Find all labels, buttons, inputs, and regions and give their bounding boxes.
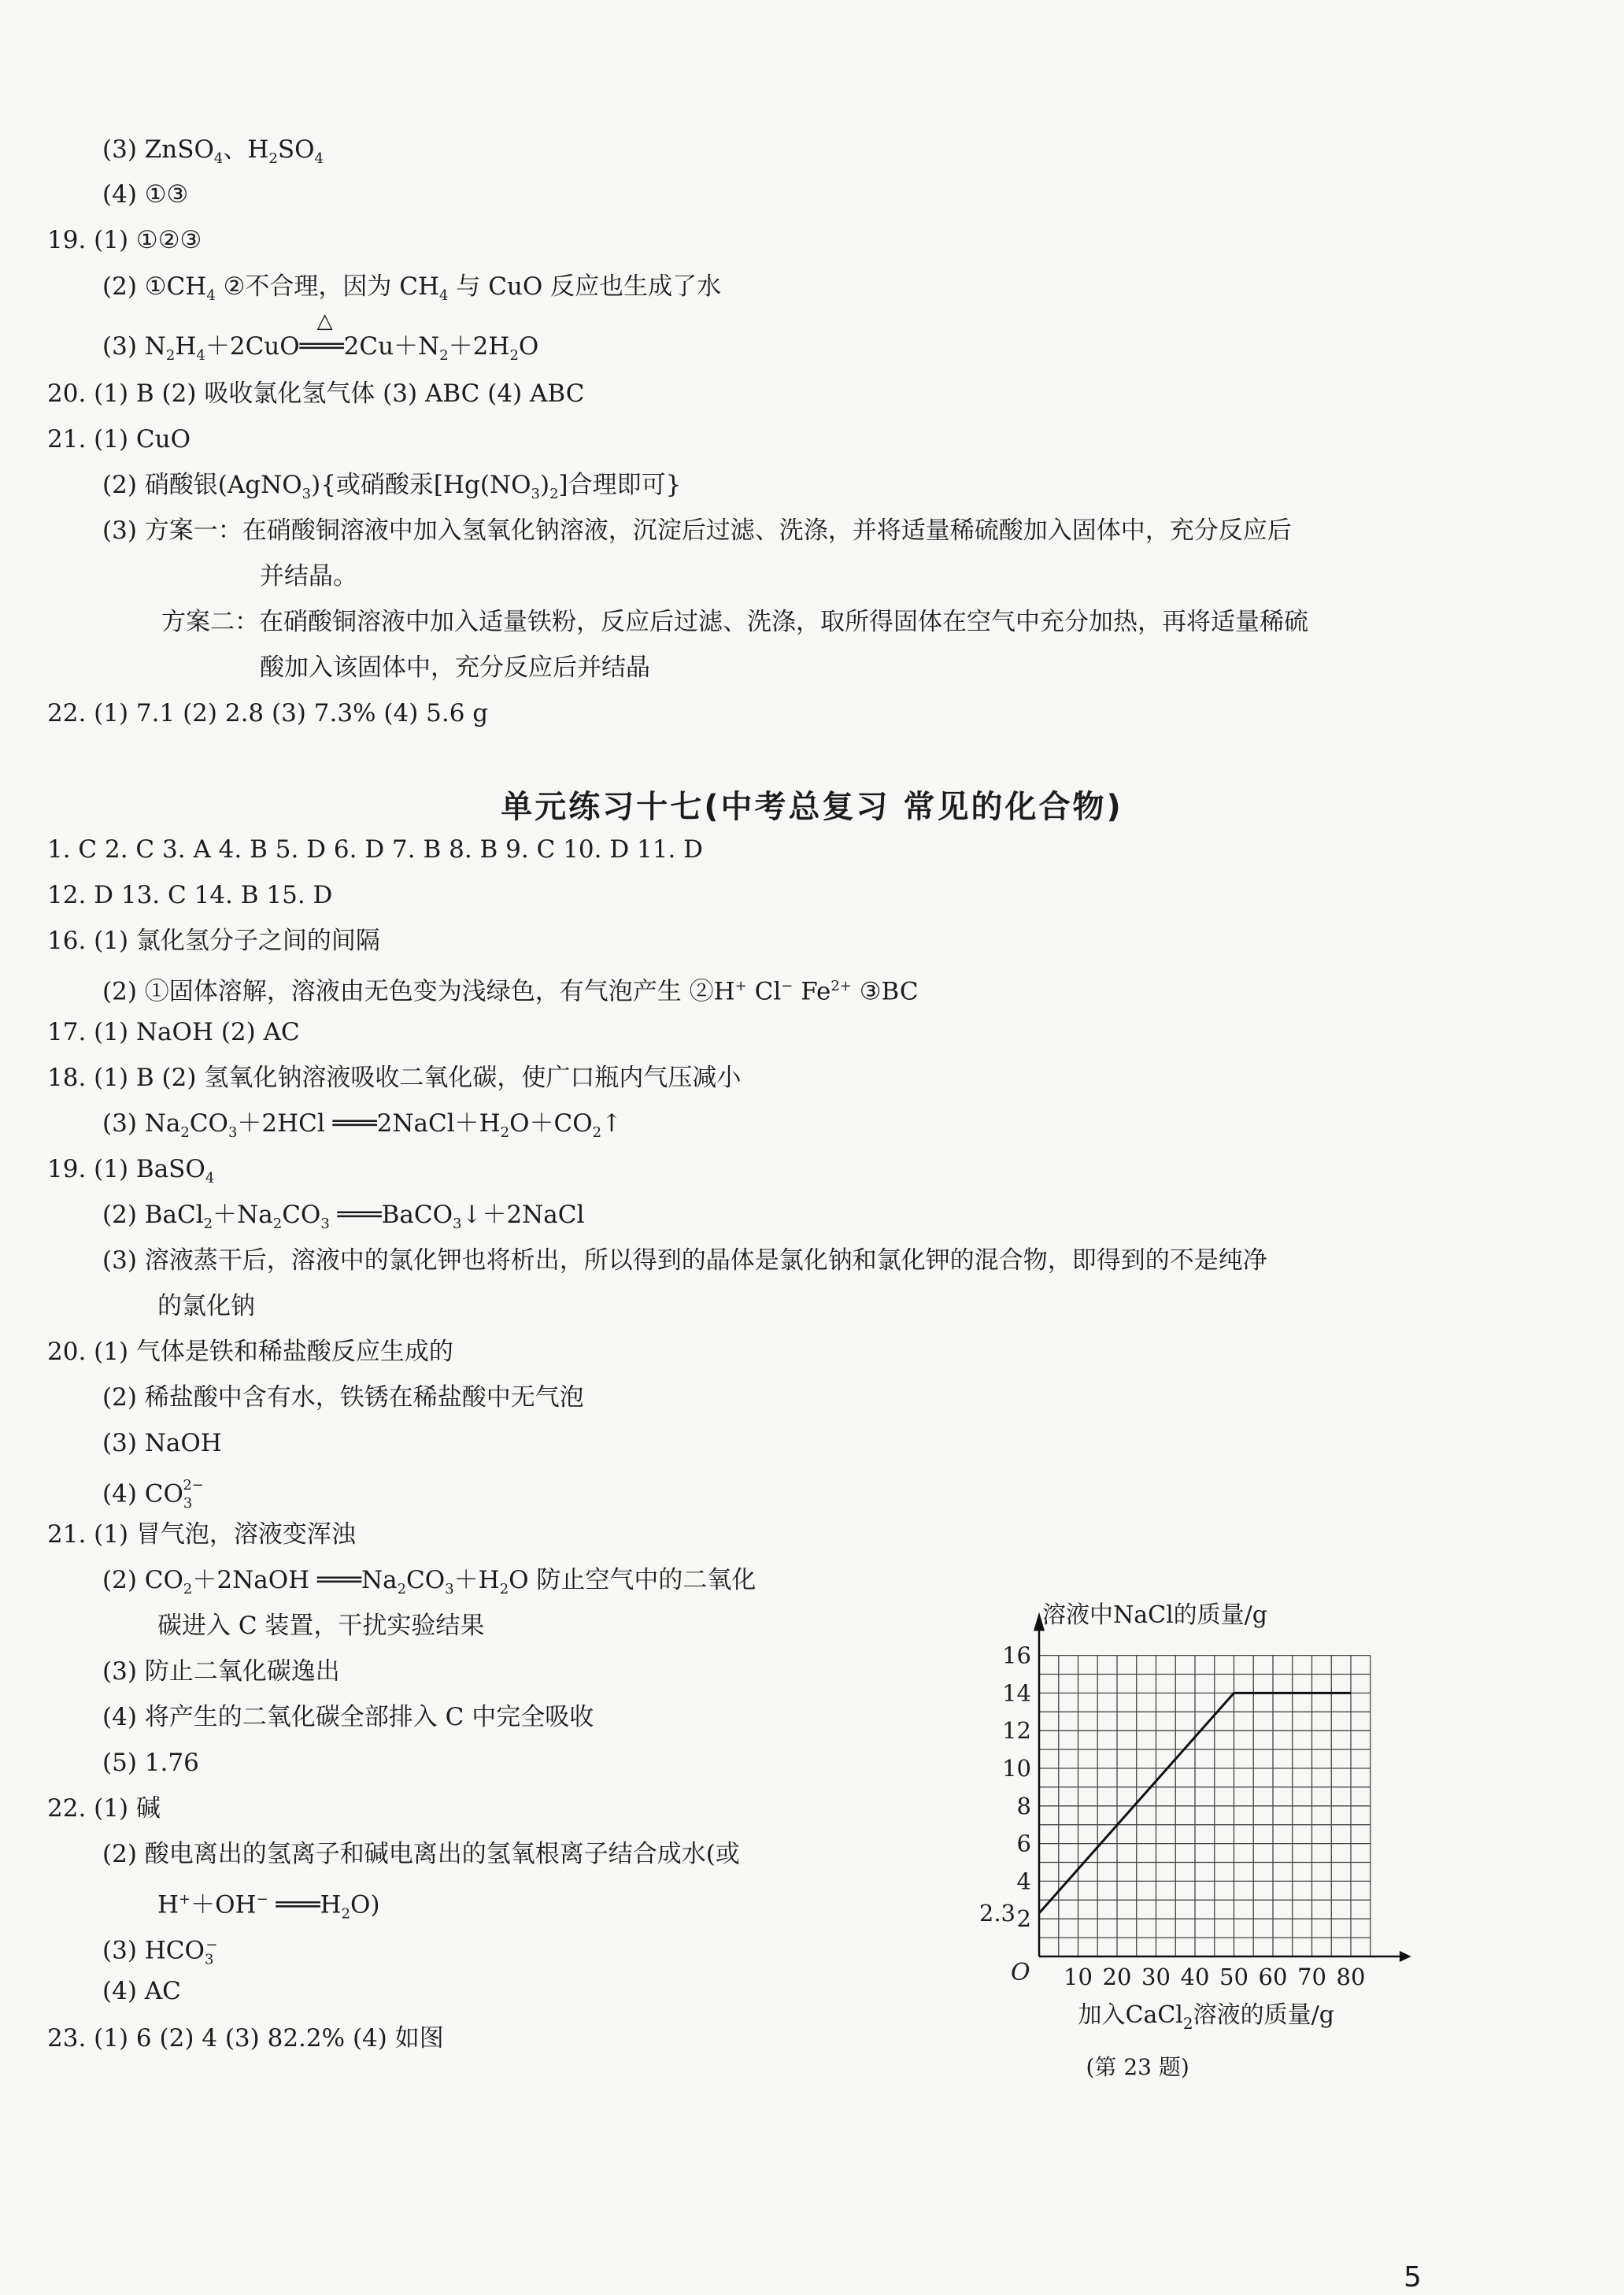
answer-line-l27: (3) NaOH xyxy=(102,1429,222,1457)
answer-line-l35: 22. (1) 碱 xyxy=(47,1794,161,1823)
y-tick-6: 6 xyxy=(1016,1830,1031,1857)
y-tick-16: 16 xyxy=(1002,1642,1031,1669)
answer-line-l33: (4) 将产生的二氧化碳全部排入 C 中完全吸收 xyxy=(102,1703,594,1731)
section-title: 单元练习十七(中考总复习 常见的化合物) xyxy=(501,789,1123,825)
answer-line-l13: 22. (1) 7.1 (2) 2.8 (3) 7.3% (4) 5.6 g xyxy=(47,699,489,727)
answer-line-l9: (3) 方案一：在硝酸铜溶液中加入氢氧化钠溶液，沉淀后过滤、洗涤，并将适量稀硫酸加入固体中，充分反应后 xyxy=(102,516,1292,545)
chart-23 xyxy=(941,1586,1429,2090)
answer-line-l17: (2) ①固体溶解，溶液由无色变为浅绿色，有气泡产生 ②H+ Cl− $Fe^{2+}$ ③BC xyxy=(102,977,919,1006)
answer-line-l39: (4) AC xyxy=(102,1977,181,2005)
answer-line-l5: (3) $N_2H_4+2CuO$ △ $═══2Cu+N_2+2H_2O$ xyxy=(102,309,539,365)
page-number: 5 xyxy=(1404,2261,1422,2293)
answer-line-l8: (2) 硝酸银(AgNO$_3$){或硝酸汞$[Hg(NO_3)_2]$合理即可} xyxy=(102,471,682,503)
x-tick-40: 40 xyxy=(1180,1964,1210,1990)
answer-line-l36: (2) 酸电离出的氢离子和碱电离出的氢氧根离子结合成水(或 xyxy=(102,1840,740,1868)
answer-line-l12: 酸加入该固体中，充分反应后并结晶 xyxy=(260,653,650,682)
y-tick-extra: 2.3 xyxy=(978,1900,1015,1927)
answer-line-l4: (2) $①CH_4$ ②不合理，因为 $CH_4$ 与 CuO 反应也生成了水 xyxy=(102,272,722,305)
answer-line-l28: (4) $CO_3^{2-}$ xyxy=(102,1477,204,1512)
y-tick-10: 10 xyxy=(1002,1755,1031,1782)
y-tick-14: 14 xyxy=(1002,1679,1031,1707)
x-tick-10: 10 xyxy=(1064,1964,1093,1990)
answer-line-l30: (2) $CO_2+2NaOH$ $═══Na_2CO_3+H_2O$ 防止空气中的二氧化 xyxy=(102,1566,757,1598)
x-tick-20: 20 xyxy=(1102,1964,1132,1990)
origin-label: O xyxy=(1011,1959,1030,1986)
y-tick-2: 2 xyxy=(1016,1905,1031,1933)
answer-line-l11: 方案二：在硝酸铜溶液中加入适量铁粉，反应后过滤、洗涤，取所得固体在空气中充分加热，再将适量稀硫 xyxy=(161,608,1308,636)
answer-line-l3: 19. (1) ①②③ xyxy=(47,226,202,254)
x-tick-50: 50 xyxy=(1219,1964,1249,1990)
answer-line-l25: 20. (1) 气体是铁和稀盐酸反应生成的 xyxy=(47,1338,453,1366)
answer-line-l1: (3) ZnSO$_4$、$H_2SO_4$ xyxy=(102,135,324,168)
x-tick-70: 70 xyxy=(1297,1964,1326,1990)
answer-line-l22: (2) $BaCl_2+Na_2CO_3$ ═══BaCO$_3$↓＋2NaCl xyxy=(102,1201,585,1233)
answer-line-l38: (3) $HCO_3^-$ xyxy=(102,1936,218,1968)
x-tick-30: 30 xyxy=(1141,1964,1171,1990)
y-tick-8: 8 xyxy=(1016,1792,1031,1819)
chart-caption: (第 23 题) xyxy=(1086,2054,1189,2080)
answer-line-l34: (5) 1.76 xyxy=(102,1749,199,1777)
answer-line-l19: 18. (1) B (2) 氢氧化钠溶液吸收二氧化碳，使广口瓶内气压减小 xyxy=(47,1064,742,1092)
answer-line-l14: 1. C 2. C 3. A 4. B 5. D 6. D 7. B 8. B 9. C 10. D 11. D xyxy=(47,835,704,864)
answer-line-l2: (4) ①③ xyxy=(102,180,189,209)
answer-line-l7: 21. (1) CuO xyxy=(47,425,191,453)
answer-line-l6: 20. (1) B (2) 吸收氯化氢气体 (3) ABC (4) ABC xyxy=(47,379,585,408)
x-tick-60: 60 xyxy=(1258,1964,1288,1990)
x-axis-label: 加入CaCl$_2$溶液的质量/g xyxy=(1078,2001,1334,2033)
x-tick-80: 80 xyxy=(1336,1964,1366,1990)
answer-line-l16: 16. (1) 氯化氢分子之间的间隔 xyxy=(47,927,380,955)
answer-line-l18: 17. (1) NaOH (2) AC xyxy=(47,1018,300,1046)
y-tick-4: 4 xyxy=(1016,1867,1031,1895)
answer-line-l29: 21. (1) 冒气泡，溶液变浑浊 xyxy=(47,1520,356,1549)
answer-line-l26: (2) 稀盐酸中含有水，铁锈在稀盐酸中无气泡 xyxy=(102,1383,584,1412)
answer-line-l15: 12. D 13. C 14. B 15. D xyxy=(47,881,333,909)
answer-line-l32: (3) 防止二氧化碳逸出 xyxy=(102,1657,340,1686)
answer-line-l24: 的氯化钠 xyxy=(157,1292,255,1320)
answer-line-l10: 并结晶。 xyxy=(260,562,357,590)
x-axis-arrow xyxy=(1400,1951,1411,1962)
y-axis-label: 溶液中NaCl的质量/g xyxy=(1042,1601,1267,1629)
answer-line-l20: (3) $Na_2CO_3+2HCl$ $═══2NaCl+H_2O+CO_2↑$ xyxy=(102,1109,623,1142)
answer-line-l37: H+＋OH− $═══H_2O$) xyxy=(157,1890,380,1923)
answer-line-l40: 23. (1) 6 (2) 4 (3) 82.2% (4) 如图 xyxy=(47,2024,444,2053)
y-tick-12: 12 xyxy=(1002,1717,1031,1745)
answer-line-l23: (3) 溶液蒸干后，溶液中的氯化钾也将析出，所以得到的晶体是氯化钠和氯化钾的混合物，即得到的不是纯净 xyxy=(102,1246,1267,1275)
answer-line-l21: 19. (1) BaSO$_4$ xyxy=(47,1155,215,1187)
answer-line-l31: 碳进入 C 装置，干扰实验结果 xyxy=(157,1612,485,1640)
